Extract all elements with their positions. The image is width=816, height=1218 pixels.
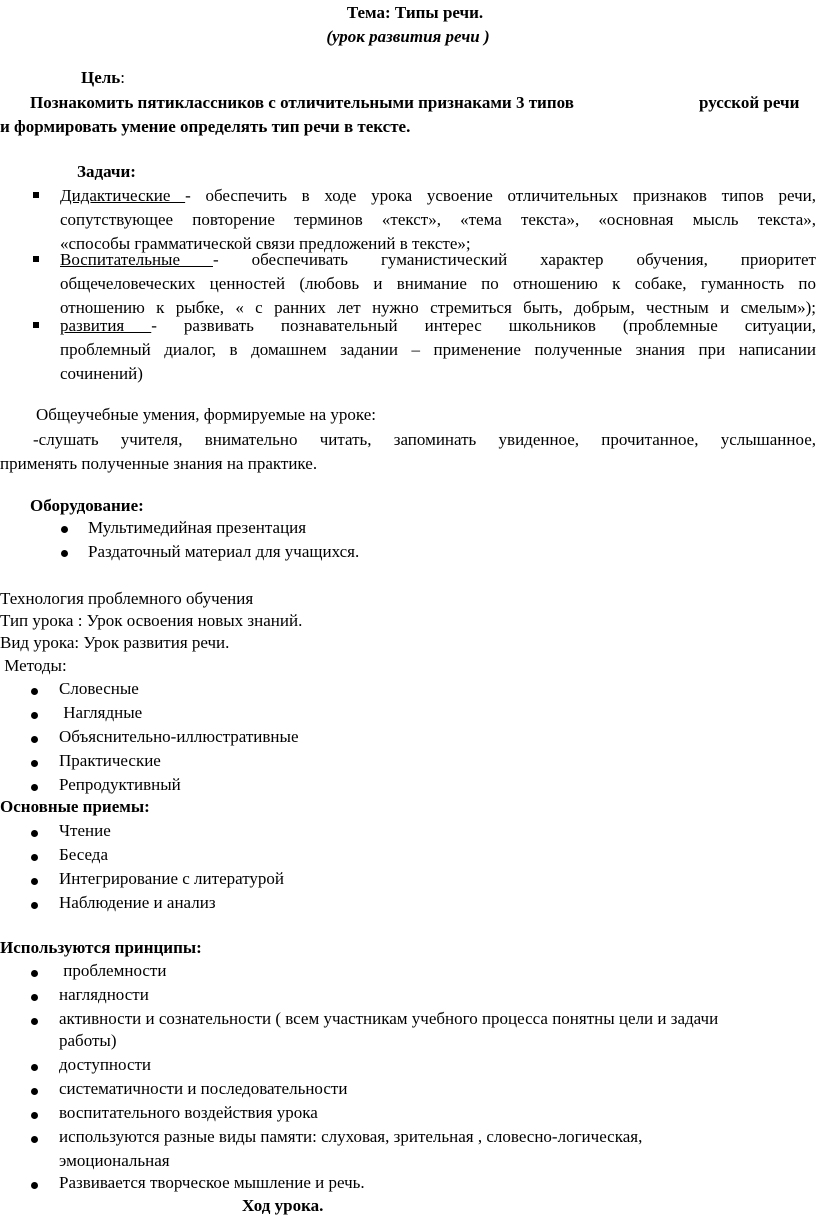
goal-colon: : bbox=[120, 68, 126, 87]
task-line-3: «способы грамматической связи предложений в тексте»; bbox=[60, 234, 471, 253]
equipment-bullet bbox=[61, 526, 68, 533]
technique-bullet bbox=[31, 854, 38, 861]
method-item: Практические bbox=[59, 751, 161, 770]
tasks-label: Задачи: bbox=[77, 162, 136, 181]
task-line-1 bbox=[60, 314, 816, 338]
method-item: Репродуктивный bbox=[59, 775, 181, 794]
principle-bullet bbox=[31, 1136, 38, 1143]
task-line-3: отношению к рыбке, « с ранних лет нужно стремиться быть, добрым, честным и смелым»); bbox=[60, 298, 816, 317]
technique-item: Беседа bbox=[59, 845, 108, 864]
goal-label: Цель bbox=[81, 68, 121, 87]
skills-heading: Общеучебные умения, формируемые на уроке: bbox=[36, 405, 376, 424]
task-line-2: общечеловеческих ценностей (любовь и внимание по отношению к собаке, гуманность по bbox=[60, 274, 816, 293]
task-term-didactic: Дидактические bbox=[60, 186, 186, 205]
technique-item: Интегрирование с литературой bbox=[59, 869, 285, 888]
method-item: Наглядные bbox=[59, 703, 143, 722]
principle-item: наглядности bbox=[59, 985, 149, 1004]
method-bullet bbox=[31, 760, 38, 767]
task-term-development: развития bbox=[60, 316, 152, 335]
task-item-educational bbox=[60, 248, 816, 320]
task-text: - обеспечивать гуманистический характер обучения, приоритет bbox=[212, 250, 816, 269]
principle-item: систематичности и последовательности bbox=[59, 1079, 348, 1098]
method-bullet bbox=[31, 688, 38, 695]
page-title: Тема: Типы речи. bbox=[346, 3, 484, 22]
method-item: Объяснительно-иллюстративные bbox=[59, 727, 299, 746]
skills-text bbox=[0, 428, 816, 476]
principle-bullet bbox=[31, 994, 38, 1001]
skills-line-1: -слушать учителя, внимательно читать, запоминать увиденное, прочитанное, услышанное, bbox=[33, 430, 816, 449]
technology-line: Технология проблемного обучения bbox=[0, 589, 254, 608]
technique-bullet bbox=[31, 902, 38, 909]
task-line-1 bbox=[60, 184, 816, 208]
techniques-label: Основные приемы: bbox=[0, 797, 150, 816]
task-item-development bbox=[60, 314, 816, 386]
principle-bullet bbox=[31, 1064, 38, 1071]
goal-line-2: и формировать умение определять тип речи в тексте. bbox=[0, 117, 411, 136]
principle-item: проблемности bbox=[59, 961, 167, 980]
lesson-kind-line: Вид урока: Урок развития речи. bbox=[0, 633, 230, 652]
principle-bullet bbox=[31, 1088, 38, 1095]
task-item-didactic bbox=[60, 184, 816, 256]
principles-label: Используются принципы: bbox=[0, 938, 202, 957]
principle-item: воспитательного воздействия урока bbox=[59, 1103, 318, 1122]
task-bullet-1 bbox=[33, 192, 39, 198]
task-line-1 bbox=[60, 248, 816, 272]
goal-line-1-left: Познакомить пятиклассников с отличительными признаками 3 типов bbox=[30, 93, 574, 112]
goal-label-row bbox=[81, 68, 125, 88]
principle-item: используются разные виды памяти: слуховая, зрительная , словесно-логическая, bbox=[59, 1127, 643, 1146]
task-text: - обеспечить в ходе урока усвоение отличительных признаков типов речи, bbox=[185, 186, 816, 205]
equipment-label: Оборудование: bbox=[30, 496, 144, 515]
principle-bullet bbox=[31, 1182, 38, 1189]
task-bullet-2 bbox=[33, 256, 39, 262]
lesson-flow-heading: Ход урока. bbox=[242, 1196, 324, 1215]
principle-item-continued: эмоциональная bbox=[59, 1151, 170, 1170]
task-line-2: проблемный диалог, в домашнем задании – применение полученные знания при написании bbox=[60, 340, 816, 359]
equipment-item: Раздаточный материал для учащихся. bbox=[88, 542, 360, 561]
method-bullet bbox=[31, 712, 38, 719]
technique-item: Чтение bbox=[59, 821, 111, 840]
lesson-type-line: Тип урока : Урок освоения новых знаний. bbox=[0, 611, 303, 630]
principle-bullet bbox=[31, 1018, 38, 1025]
task-term-educational: Воспитательные bbox=[60, 250, 213, 269]
task-text: - развивать познавательный интерес школьников (проблемные ситуации, bbox=[151, 316, 816, 335]
method-bullet bbox=[31, 784, 38, 791]
page-subtitle: (урок развития речи ) bbox=[326, 27, 490, 46]
equipment-bullet bbox=[61, 550, 68, 557]
task-bullet-3 bbox=[33, 322, 39, 328]
task-line-3: сочинений) bbox=[60, 364, 143, 383]
method-bullet bbox=[31, 736, 38, 743]
principle-bullet bbox=[31, 970, 38, 977]
principle-bullet bbox=[31, 1112, 38, 1119]
method-item: Словесные bbox=[59, 679, 139, 698]
technique-item: Наблюдение и анализ bbox=[59, 893, 216, 912]
principle-item: Развивается творческое мышление и речь. bbox=[59, 1173, 365, 1192]
equipment-item: Мультимедийная презентация bbox=[88, 518, 307, 537]
technique-bullet bbox=[31, 830, 38, 837]
task-line-2: сопутствующее повторение терминов «текст», «тема текста», «основная мысль текста», bbox=[60, 210, 816, 229]
technique-bullet bbox=[31, 878, 38, 885]
principle-item: активности и сознательности ( всем участникам учебного процесса понятны цели и задачи bbox=[59, 1009, 719, 1028]
principle-item-continued: работы) bbox=[59, 1031, 117, 1050]
methods-label: Методы: bbox=[0, 656, 67, 675]
principle-item: доступности bbox=[59, 1055, 152, 1074]
goal-line-1-right: русской речи bbox=[699, 93, 800, 112]
skills-line-2: применять полученные знания на практике. bbox=[0, 454, 318, 473]
